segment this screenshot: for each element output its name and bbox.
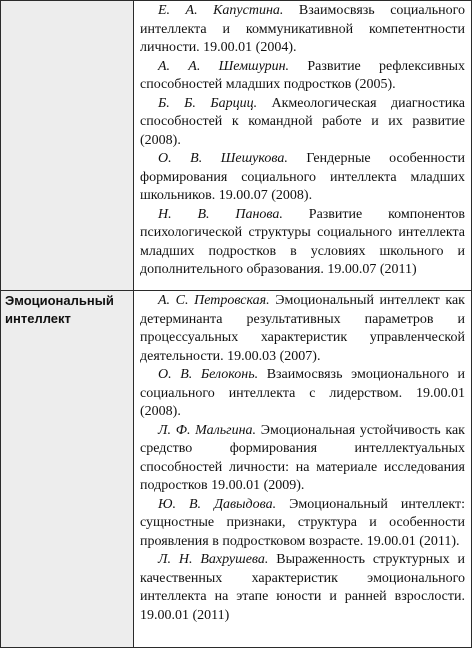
reference-entry [140, 496, 465, 552]
reference-entry [140, 150, 465, 206]
reference-entry [140, 551, 465, 625]
reference-author: Б. Б. Барциц. [158, 95, 258, 111]
reference-author: О. В. Шешукова. [158, 151, 288, 166]
reference-entry [140, 2, 465, 58]
reference-entry [140, 422, 465, 496]
table-row [1, 291, 472, 648]
reference-author: А. С. Петровская. [158, 293, 270, 308]
reference-entry [140, 366, 465, 422]
reference-entry [140, 206, 465, 280]
reference-text: Эмоциональная устойчивость как средство формирования интеллектуальных способностей личности: на материале исследования подростков 19.00.01 (2009). [140, 422, 465, 493]
reference-text: Взаимосвязь эмоционального и социального интеллекта с лидерством. 19.00.01 (2008). [140, 367, 465, 419]
reference-text: Развитие рефлексивных способностей младших подростков (2005). [140, 58, 465, 92]
reference-text: Эмоциональный интеллект как детерминанта результативных параметров и процессуальных характеристик управленческой деятельности. 19.00.03 (2007). [140, 293, 465, 364]
reference-author: Е. А. Капустина. [158, 3, 284, 18]
category-cell: Эмоциональный интеллект [1, 291, 134, 648]
references-cell [134, 291, 472, 648]
reference-author: Л. Ф. Мальгина. [158, 422, 257, 438]
reference-author: Ю. В. Давыдова. [158, 496, 277, 512]
reference-entry [140, 95, 465, 151]
reference-text: Взаимосвязь социального интеллекта и коммуникативной компетентности личности. 19.00.01 (2004). [140, 3, 465, 55]
reference-author: Л. Н. Вахрушева. [158, 552, 269, 567]
reference-text: Развитие компонентов психологической структуры социального интеллекта младших подростков в условиях школьного и дополнительного образования. 19.00.07 (2011) [140, 206, 466, 277]
reference-author: А. А. Шемшурин. [158, 58, 290, 74]
reference-text: Гендерные особенности формирования социального интеллекта младших школьников. 19.00.07 (2008). [140, 151, 465, 203]
reference-entry [140, 58, 465, 95]
reference-text: Выраженность структурных и качественных характеристик эмоционального интеллекта на этапе юности и ранней взрослости. 19.00.01 (2011) [140, 552, 465, 623]
reference-entry [140, 292, 465, 366]
table-row [1, 1, 472, 291]
reference-text: Эмоциональный интеллект: сущностные признаки, структура и особенности проявления в подростковом возрасте. 19.00.01 (2011). [140, 496, 465, 549]
reference-author: О. В. Белоконь. [158, 367, 259, 382]
reference-text: Акмеологическая диагностика способностей к командной работе и их развитие (2008). [140, 95, 465, 148]
references-cell [134, 1, 472, 291]
reference-author: Н. В. Панова. [158, 206, 283, 222]
category-cell [1, 1, 134, 291]
